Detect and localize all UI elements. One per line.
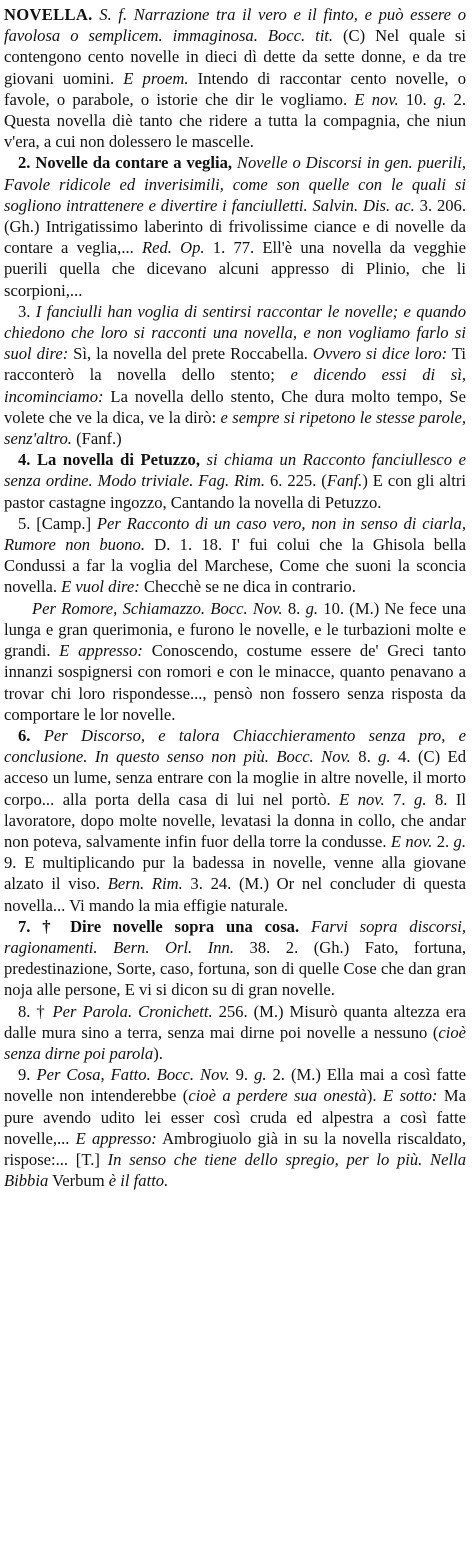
text-segment: 8. <box>282 598 306 618</box>
text-segment: Per Discorso, e talora Chiacchieramento senza pro, e conclusione. In questo senso non più. Bocc. Nov. <box>4 725 466 767</box>
text-segment: Conoscendo, costume essere de' Greci tanto innanzi sospignersi con romori e con le minacce, quanto penavano a trovar chi loro rispondesse..., pensò non fossero senza risposta da comportare le lor novelle. <box>4 641 466 724</box>
text-segment: Sì, la novella del prete Roccabella. <box>68 344 313 364</box>
text-segment: 7. † Dire novelle sopra una cosa. <box>18 916 300 936</box>
entry-sense-8 <box>4 1001 466 1065</box>
text-segment: Checchè se ne dica in contrario. <box>139 577 356 597</box>
text-segment: g. <box>378 747 391 767</box>
text-segment: 10. <box>398 89 434 109</box>
entry-sense-6 <box>4 725 466 916</box>
text-segment: 1. 77. Ell'è una novella da vegghie puerili quella che dicevano alcuni appresso di Plinio, che li scorpioni,... <box>4 238 466 300</box>
entry-sense-5 <box>4 513 466 598</box>
text-segment: E nov. <box>390 831 433 851</box>
entry-sense-4 <box>4 449 466 513</box>
text-segment: E proem. <box>123 68 189 88</box>
text-segment: Ti racconterò la novella dello stento; <box>4 344 467 385</box>
text-segment: 2. <box>432 831 454 851</box>
text-segment: 3. 24. (M.) Or nel concluder di questa novella... Vi mando la mia effigie naturale. <box>4 874 466 915</box>
text-segment: I fanciulli han voglia di sentirsi raccontar le novelle; e quando chiedono che loro si racconti una novella, e non vogliamo farlo si suol dire: <box>4 301 467 364</box>
text-segment: E appresso: <box>75 1128 157 1148</box>
text-segment: Per Romore, Schiamazzo. Bocc. Nov. <box>32 598 283 618</box>
text-segment: Fanf. <box>326 471 363 491</box>
text-segment: 2. Novelle da contare a veglia, <box>18 153 233 173</box>
text-segment: La novella dello stento, Che dura molto tempo, Se volete che ve la dica, ve la dirò: <box>4 386 466 427</box>
text-segment: g. <box>305 598 319 618</box>
text-segment: Ambrogiuolo già in su la novella riscaldato, rispose:... [T.] <box>4 1128 466 1169</box>
text-segment: g. <box>453 831 466 851</box>
text-segment: (C) Nel quale si contengono cento novelle in dieci dì dette da sette donne, e da tre giovani uomini. <box>4 26 466 88</box>
text-segment: 256. (M.) Misurò quanta altezza era dalle mura sino a terra, senza mai dirne poi novelle a nessuno ( <box>4 1001 466 1042</box>
text-segment: 8. <box>350 747 379 767</box>
text-segment: 8. † <box>18 1001 53 1021</box>
text-segment: S. f. Narrazione tra il vero e il finto, e può essere o favolosa o semplicem. immaginosa. Bocc. tit. <box>4 5 466 46</box>
text-segment: cioè a perdere sua onestà <box>188 1086 367 1106</box>
headword: NOVELLA. <box>4 5 93 24</box>
text-segment: E nov. <box>354 89 399 109</box>
text-segment: 10. (M.) Ne fece una lunga e gran querimonia, e furono le novelle, e le turbazioni molte e grandi. <box>4 598 466 661</box>
text-segment: cioè senza dirne poi parola <box>4 1022 466 1063</box>
text-segment: 8. Il lavoratore, dopo molte novelle, levatasi la donna in collo, che andar non poteva, salvamente infin fuor della torre la condusse. <box>4 789 466 851</box>
text-segment: Novelle o Discorsi in gen. puerili, Favole ridicole ed inverisimili, come son quelle con le quali si sogliono intrattenere e divertire i fanciulletti. Salvin. Dis. ac. <box>4 153 466 215</box>
text-segment: Bern. Rim. <box>107 874 183 894</box>
text-segment: g. <box>433 89 447 109</box>
entry-sense-9 <box>4 1064 466 1191</box>
text-segment: ). <box>153 1043 163 1063</box>
text-segment: Verbum <box>48 1171 109 1191</box>
text-segment: Farvi sopra discorsi, ragionamenti. Bern. Orl. Inn. <box>4 916 466 957</box>
text-segment: e sempre si ripetono le stesse parole, senz'altro. <box>4 407 466 449</box>
text-segment: è il fatto. <box>108 1171 169 1191</box>
text-segment: Per Cosa, Fatto. Bocc. Nov. <box>36 1065 230 1085</box>
text-segment: In senso che tiene dello spregio, per lo più. Nella Bibbia <box>4 1149 466 1191</box>
text-segment: Per Parola. Cronichett. <box>52 1001 213 1021</box>
text-segment: 6. <box>18 725 31 745</box>
text-segment: 9. <box>229 1065 255 1085</box>
text-segment: E appresso: <box>59 641 143 661</box>
text-segment: 2. Questa novella diè tanto che ridere a tutta la compagnia, che niun v'era, a cui non dolessero le mascelle. <box>4 89 466 152</box>
text-segment: 2. (M.) Ella mai a così fatte novelle non intenderebbe ( <box>4 1065 466 1106</box>
text-segment: Red. Op. <box>141 238 205 258</box>
entry-sense-2 <box>4 152 466 300</box>
text-segment: 6. 225. ( <box>265 471 327 491</box>
text-segment: 38. 2. (Gh.) Fato, fortuna, predestinazione, Sorte, caso, fortuna, son di quelle Cose che dan gran noja alle persone, E vi si dicon su di gran novelle. <box>4 937 466 1000</box>
text-segment: Ma pure avendo udito lei esser così cruda ed alpestra a così fatte novelle,... <box>4 1086 466 1148</box>
text-segment: Ovvero si dice loro: <box>312 344 448 364</box>
text-segment: Intendo di raccontar cento novelle, o favole, o parabole, o istorie che dir le vogliamo. <box>4 68 466 109</box>
entry-sense-5-continued <box>4 598 466 725</box>
text-segment: ) E con gli altri pastor castagne ingozzo, Cantando la novella di Petuzzo. <box>4 471 466 512</box>
text-segment: D. 1. 18. I' fui colui che la Ghisola bella Condussi a far la voglia del Marchese, Come che suoni la sconcia novella. <box>4 535 466 597</box>
entry-sense-3 <box>4 301 466 449</box>
text-segment: E nov. <box>339 789 385 809</box>
text-segment: E vuol dire: <box>61 577 140 597</box>
text-segment: 4. La novella di Petuzzo, <box>18 450 200 470</box>
text-segment: 3. 206. (Gh.) Intrigatissimo laberinto di frivolissime ciance e di novelle da contare a veglia,... <box>4 195 466 258</box>
text-segment: 9. <box>18 1065 37 1085</box>
text-segment: ). <box>366 1086 383 1106</box>
entry-sense-7 <box>4 916 466 1001</box>
text-segment: g. <box>254 1065 267 1085</box>
entry-novella-headword <box>4 4 466 152</box>
text-segment: 7. <box>384 789 415 809</box>
text-segment: (Fanf.) <box>71 429 122 449</box>
text-segment: g. <box>414 789 427 809</box>
text-segment: 9. E multiplicando pur la badessa in novelle, venne alla giovane alzato il viso. <box>4 853 466 894</box>
text-segment: 4. (C) Ed acceso un lume, senza entrare con la moglie in altre novelle, il morto corpo... alla porta della casa di lui nel portò. <box>4 747 466 809</box>
text-segment: e dicendo essi di sì, incominciamo: <box>4 365 466 406</box>
text-segment: si chiama un Racconto fanciullesco e senza ordine. Modo triviale. Fag. Rim. <box>4 450 466 491</box>
text-segment: Per Racconto di un caso vero, non in senso di ciarla, Rumore non buono. <box>4 513 466 555</box>
text-segment: E sotto: <box>383 1086 438 1106</box>
text-segment: 3. <box>18 301 36 321</box>
text-segment: 5. [Camp.] <box>18 513 97 533</box>
